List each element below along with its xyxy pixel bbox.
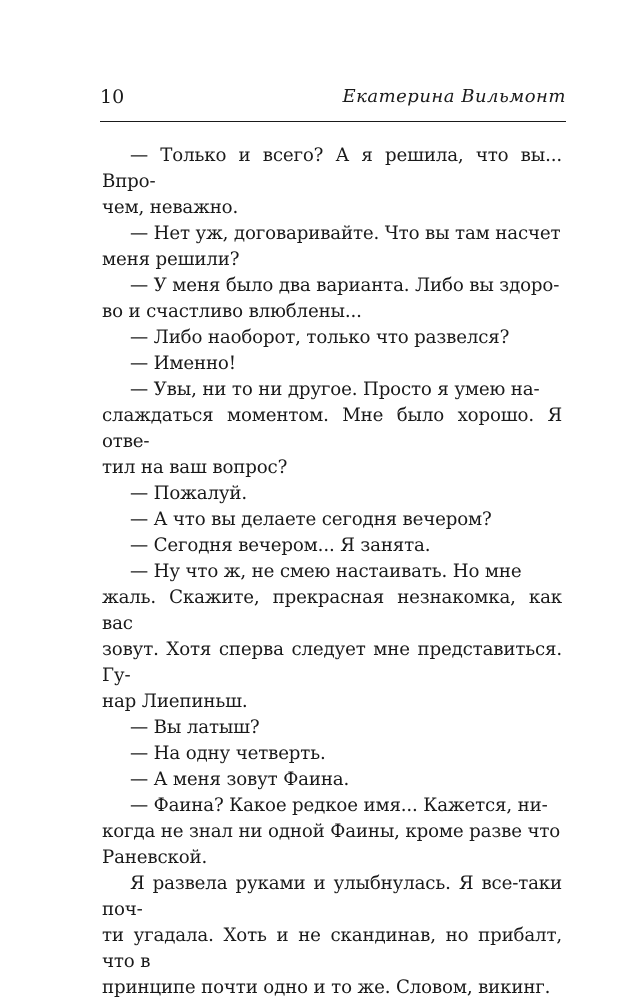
- page-header: [100, 84, 566, 120]
- paragraph: — Только и всего? А я решила, что вы... Впро- чем, неважно.: [102, 145, 562, 218]
- paragraph: — Увы, ни то ни другое. Просто я умею на- слаждаться моментом. Мне было хорошо. Я отве- тил на ваш вопрос?: [102, 379, 562, 478]
- paragraph: — Вы латыш?: [130, 717, 260, 738]
- paragraph: — На одну четверть.: [130, 743, 326, 764]
- header-rule: [100, 121, 566, 122]
- paragraph: — Пожалуй.: [130, 483, 248, 504]
- paragraph: — Либо наоборот, только что развелся?: [130, 327, 510, 348]
- paragraph: Я развела руками и улыбнулась. Я все-таки поч- ти угадала. Хоть и не скандинав, но прибалт, что в принципе почти одно и то же. Словом, викинг.: [102, 873, 562, 998]
- paragraph: — Нет уж, договаривайте. Что вы там насчет меня решили?: [102, 223, 561, 270]
- page-number: 10: [100, 86, 125, 108]
- paragraph: — У меня было два варианта. Либо вы здоро- во и счастливо влюблены...: [102, 275, 560, 322]
- paragraph: — А меня зовут Фаина.: [130, 769, 350, 790]
- paragraph: — Фаина? Какое редкое имя... Кажется, ни- когда не знал ни одной Фаины, кроме разве что Раневской.: [102, 795, 561, 868]
- paragraph: — Сегодня вечером... Я занята.: [130, 535, 431, 556]
- paragraph: — Именно!: [130, 353, 236, 374]
- paragraph: — Ну что ж, не смею настаивать. Но мне жаль. Скажите, прекрасная незнакомка, как вас зовут. Хотя сперва следует мне представиться. Гу- нар Лиепиньш.: [102, 561, 562, 712]
- body-text: [102, 143, 562, 1001]
- running-title: Екатерина Вильмонт: [342, 86, 566, 107]
- paragraph: — А что вы делаете сегодня вечером?: [130, 509, 492, 530]
